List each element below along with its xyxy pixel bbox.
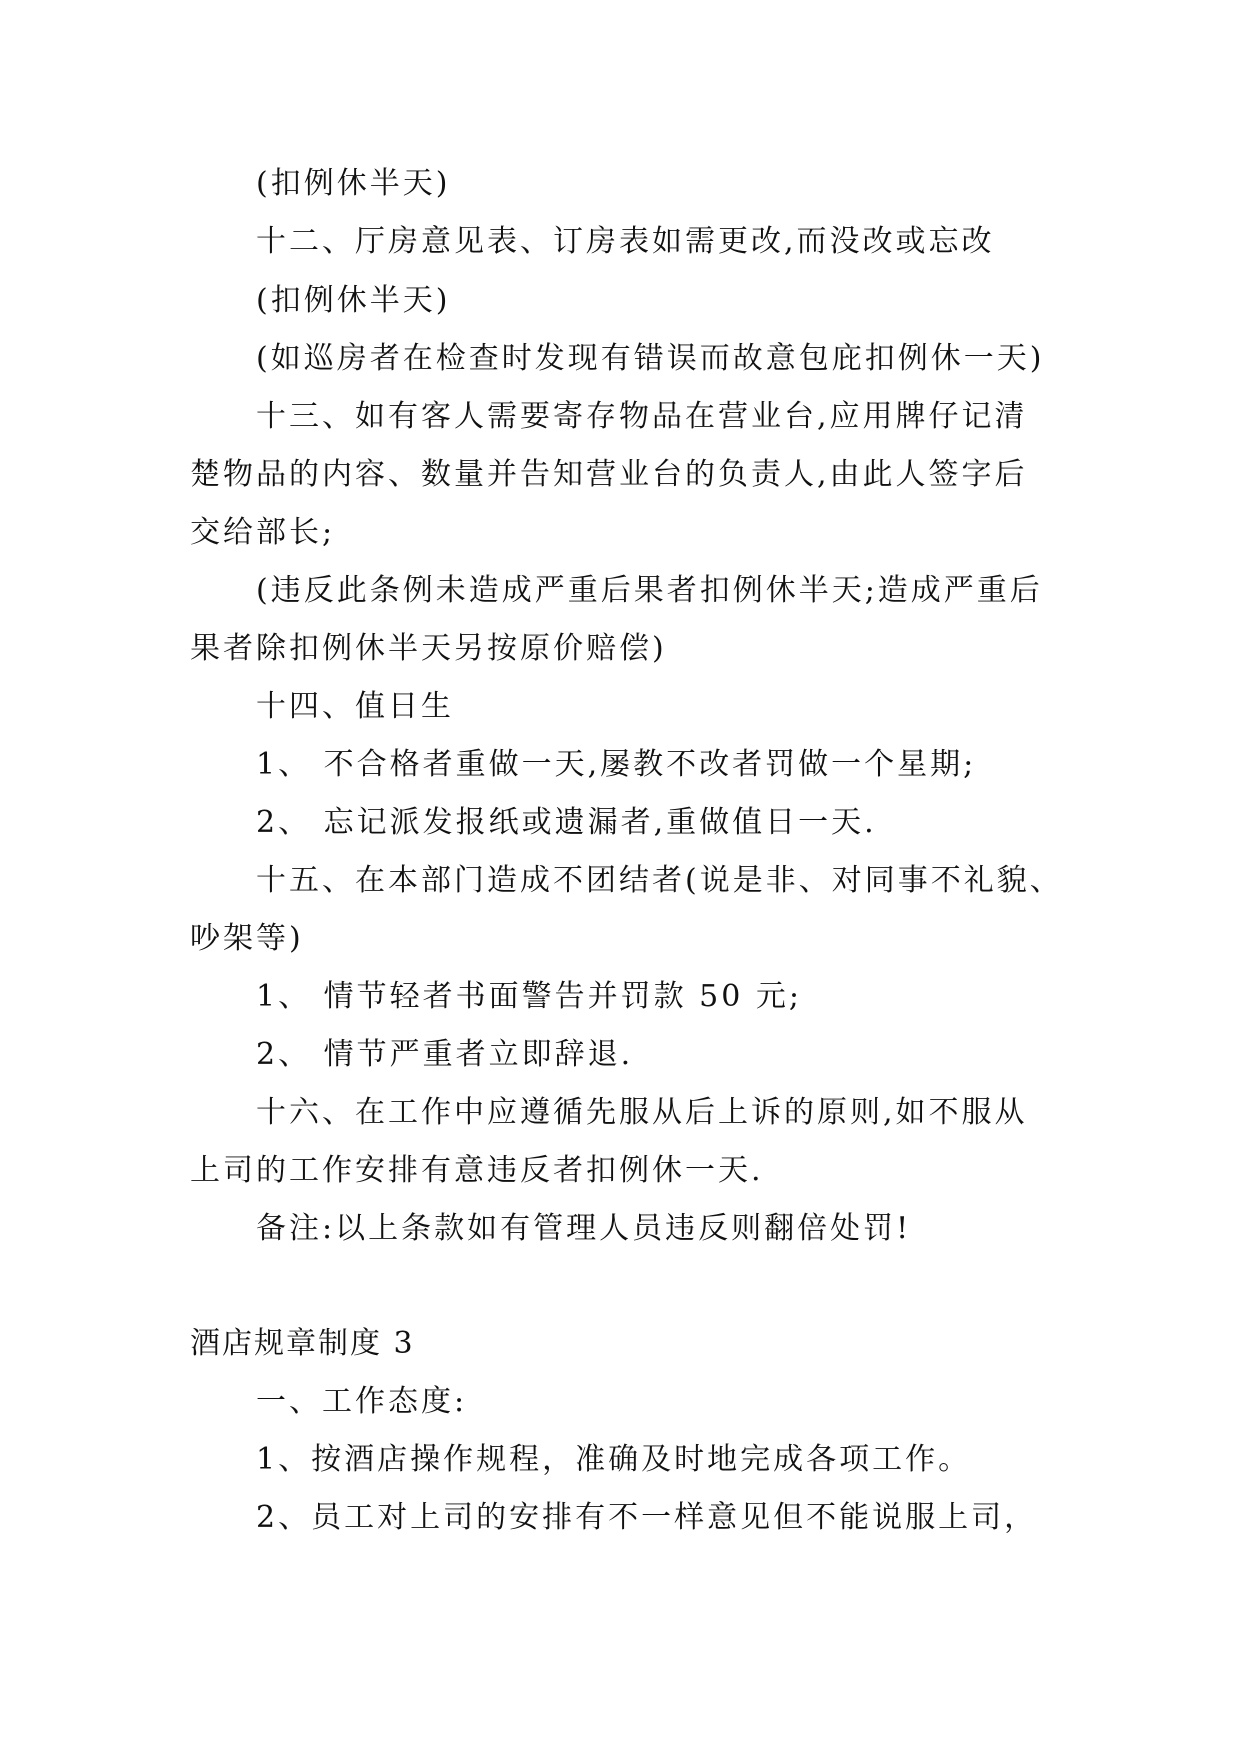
- section-heading: 酒店规章制度 3: [190, 1326, 415, 1361]
- text-line: 楚物品的内容、数量并告知营业台的负责人,由此人签字后: [190, 457, 1028, 492]
- text-line: 上司的工作安排有意违反者扣例休一天.: [190, 1153, 764, 1188]
- text-line: 果者除扣例休半天另按原价赔偿): [190, 631, 667, 666]
- text-line: 十二、厅房意见表、订房表如需更改,而没改或忘改: [256, 224, 995, 259]
- text-line: 备注:以上条款如有管理人员违反则翻倍处罚!: [256, 1211, 912, 1246]
- text-line: 交给部长;: [190, 515, 336, 550]
- text-line: (违反此条例未造成严重后果者扣例休半天;造成严重后: [256, 573, 1043, 608]
- text-line: 十五、在本部门造成不团结者(说是非、对同事不礼貌、: [256, 863, 1063, 898]
- text-line: 十四、值日生: [256, 689, 454, 724]
- text-line: 2、 忘记派发报纸或遗漏者,重做值日一天.: [256, 805, 877, 840]
- text-line: 一、工作态度:: [256, 1384, 468, 1419]
- text-line: 1、按酒店操作规程，准确及时地完成各项工作。: [256, 1442, 972, 1477]
- text-line: 1、 不合格者重做一天,屡教不改者罚做一个星期;: [256, 747, 977, 782]
- text-line: 十六、在工作中应遵循先服从后上诉的原则,如不服从: [256, 1095, 1028, 1130]
- text-line: (扣例休半天): [256, 166, 451, 201]
- text-line: 2、 情节严重者立即辞退.: [256, 1037, 634, 1072]
- text-line: (如巡房者在检查时发现有错误而故意包庇扣例休一天): [256, 341, 1045, 376]
- text-line: 十三、如有客人需要寄存物品在营业台,应用牌仔记清: [256, 399, 1028, 434]
- text-line: 1、 情节轻者书面警告并罚款 50 元;: [256, 979, 802, 1014]
- text-line: 2、员工对上司的安排有不一样意见但不能说服上司，: [256, 1500, 1038, 1535]
- text-line: (扣例休半天): [256, 283, 451, 318]
- text-line: 吵架等): [190, 921, 304, 956]
